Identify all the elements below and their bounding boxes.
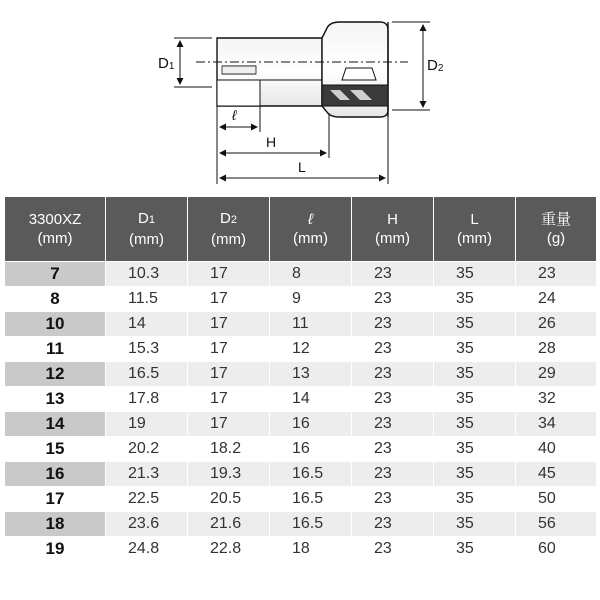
cell-d2: 17 (188, 262, 269, 286)
cell-weight: 60 (516, 537, 596, 561)
cell-size: 7 (5, 262, 105, 286)
table-row (5, 337, 596, 361)
table-row (5, 262, 596, 286)
cell-h: 23 (352, 262, 433, 286)
cell-l-small: 11 (270, 312, 351, 336)
cell-size: 11 (5, 337, 105, 361)
cell-h: 23 (352, 312, 433, 336)
header-l: L (mm) (434, 197, 515, 261)
cell-d1: 19 (106, 412, 187, 436)
l-label: L (298, 159, 306, 175)
cell-weight: 28 (516, 337, 596, 361)
header-weight: 重量 (g) (516, 197, 596, 261)
table-row (5, 387, 596, 411)
cell-l-small: 8 (270, 262, 351, 286)
cell-l-small: 12 (270, 337, 351, 361)
cell-size: 18 (5, 512, 105, 536)
header-l-small: ℓ (mm) (270, 197, 351, 261)
cell-weight: 34 (516, 412, 596, 436)
cell-l-small: 16.5 (270, 487, 351, 511)
cell-d2: 20.5 (188, 487, 269, 511)
cell-size: 17 (5, 487, 105, 511)
cell-d1: 15.3 (106, 337, 187, 361)
cell-weight: 26 (516, 312, 596, 336)
table-row (5, 312, 596, 336)
cell-l: 35 (434, 437, 515, 461)
header-d1: D1 (mm) (106, 197, 187, 261)
cell-h: 23 (352, 362, 433, 386)
cell-d1: 11.5 (106, 287, 187, 311)
cell-l: 35 (434, 337, 515, 361)
table-row (5, 462, 596, 486)
cell-l: 35 (434, 487, 515, 511)
cell-d1: 24.8 (106, 537, 187, 561)
cell-d2: 17 (188, 387, 269, 411)
cell-d1: 17.8 (106, 387, 187, 411)
cell-h: 23 (352, 537, 433, 561)
cell-h: 23 (352, 412, 433, 436)
table-row (5, 437, 596, 461)
d1-label: D1 (158, 55, 175, 72)
cell-d1: 22.5 (106, 487, 187, 511)
cell-size: 15 (5, 437, 105, 461)
cell-size: 12 (5, 362, 105, 386)
cell-weight: 40 (516, 437, 596, 461)
d1-dimension (174, 38, 212, 87)
cell-d1: 10.3 (106, 262, 187, 286)
cell-l: 35 (434, 287, 515, 311)
cell-l: 35 (434, 462, 515, 486)
header-h: H (mm) (352, 197, 433, 261)
cell-weight: 56 (516, 512, 596, 536)
cell-d1: 21.3 (106, 462, 187, 486)
cell-l: 35 (434, 512, 515, 536)
table-row (5, 487, 596, 511)
table-body (5, 262, 596, 561)
cell-d2: 19.3 (188, 462, 269, 486)
cell-d2: 21.6 (188, 512, 269, 536)
cell-d1: 23.6 (106, 512, 187, 536)
cell-h: 23 (352, 462, 433, 486)
cell-d1: 14 (106, 312, 187, 336)
cell-size: 14 (5, 412, 105, 436)
h-label: H (266, 134, 277, 150)
table-header-row (5, 197, 596, 261)
cell-l: 35 (434, 362, 515, 386)
cell-d2: 17 (188, 337, 269, 361)
cell-d2: 17 (188, 287, 269, 311)
table-row (5, 362, 596, 386)
header-size: 3300XZ (mm) (5, 197, 105, 261)
cell-l-small: 16.5 (270, 462, 351, 486)
cell-l-small: 16 (270, 437, 351, 461)
cell-d2: 18.2 (188, 437, 269, 461)
table-row (5, 287, 596, 311)
cell-size: 19 (5, 537, 105, 561)
socket-dimension-diagram (0, 0, 600, 196)
cell-d2: 17 (188, 312, 269, 336)
d2-dimension (392, 22, 430, 110)
cell-l-small: 16 (270, 412, 351, 436)
cell-d1: 20.2 (106, 437, 187, 461)
cell-h: 23 (352, 337, 433, 361)
cell-size: 16 (5, 462, 105, 486)
table-row (5, 537, 596, 561)
l-small-label: ℓ (232, 107, 237, 123)
cell-l: 35 (434, 387, 515, 411)
cell-d2: 17 (188, 362, 269, 386)
cell-l-small: 9 (270, 287, 351, 311)
table-row (5, 412, 596, 436)
cell-weight: 45 (516, 462, 596, 486)
cell-l: 35 (434, 412, 515, 436)
spec-table (4, 196, 597, 562)
cell-l: 35 (434, 312, 515, 336)
cell-weight: 23 (516, 262, 596, 286)
cell-d2: 22.8 (188, 537, 269, 561)
cell-weight: 29 (516, 362, 596, 386)
cell-h: 23 (352, 487, 433, 511)
cell-h: 23 (352, 287, 433, 311)
cell-size: 8 (5, 287, 105, 311)
cell-l-small: 14 (270, 387, 351, 411)
cell-l-small: 13 (270, 362, 351, 386)
cell-h: 23 (352, 437, 433, 461)
cell-l-small: 16.5 (270, 512, 351, 536)
cell-l: 35 (434, 262, 515, 286)
cell-h: 23 (352, 512, 433, 536)
cell-weight: 50 (516, 487, 596, 511)
cell-h: 23 (352, 387, 433, 411)
cell-d1: 16.5 (106, 362, 187, 386)
cell-weight: 32 (516, 387, 596, 411)
cell-d2: 17 (188, 412, 269, 436)
cell-l-small: 18 (270, 537, 351, 561)
cell-l: 35 (434, 537, 515, 561)
table-row (5, 512, 596, 536)
cell-size: 13 (5, 387, 105, 411)
header-d2: D2 (mm) (188, 197, 269, 261)
cell-weight: 24 (516, 287, 596, 311)
cell-size: 10 (5, 312, 105, 336)
d2-label: D2 (427, 57, 444, 74)
